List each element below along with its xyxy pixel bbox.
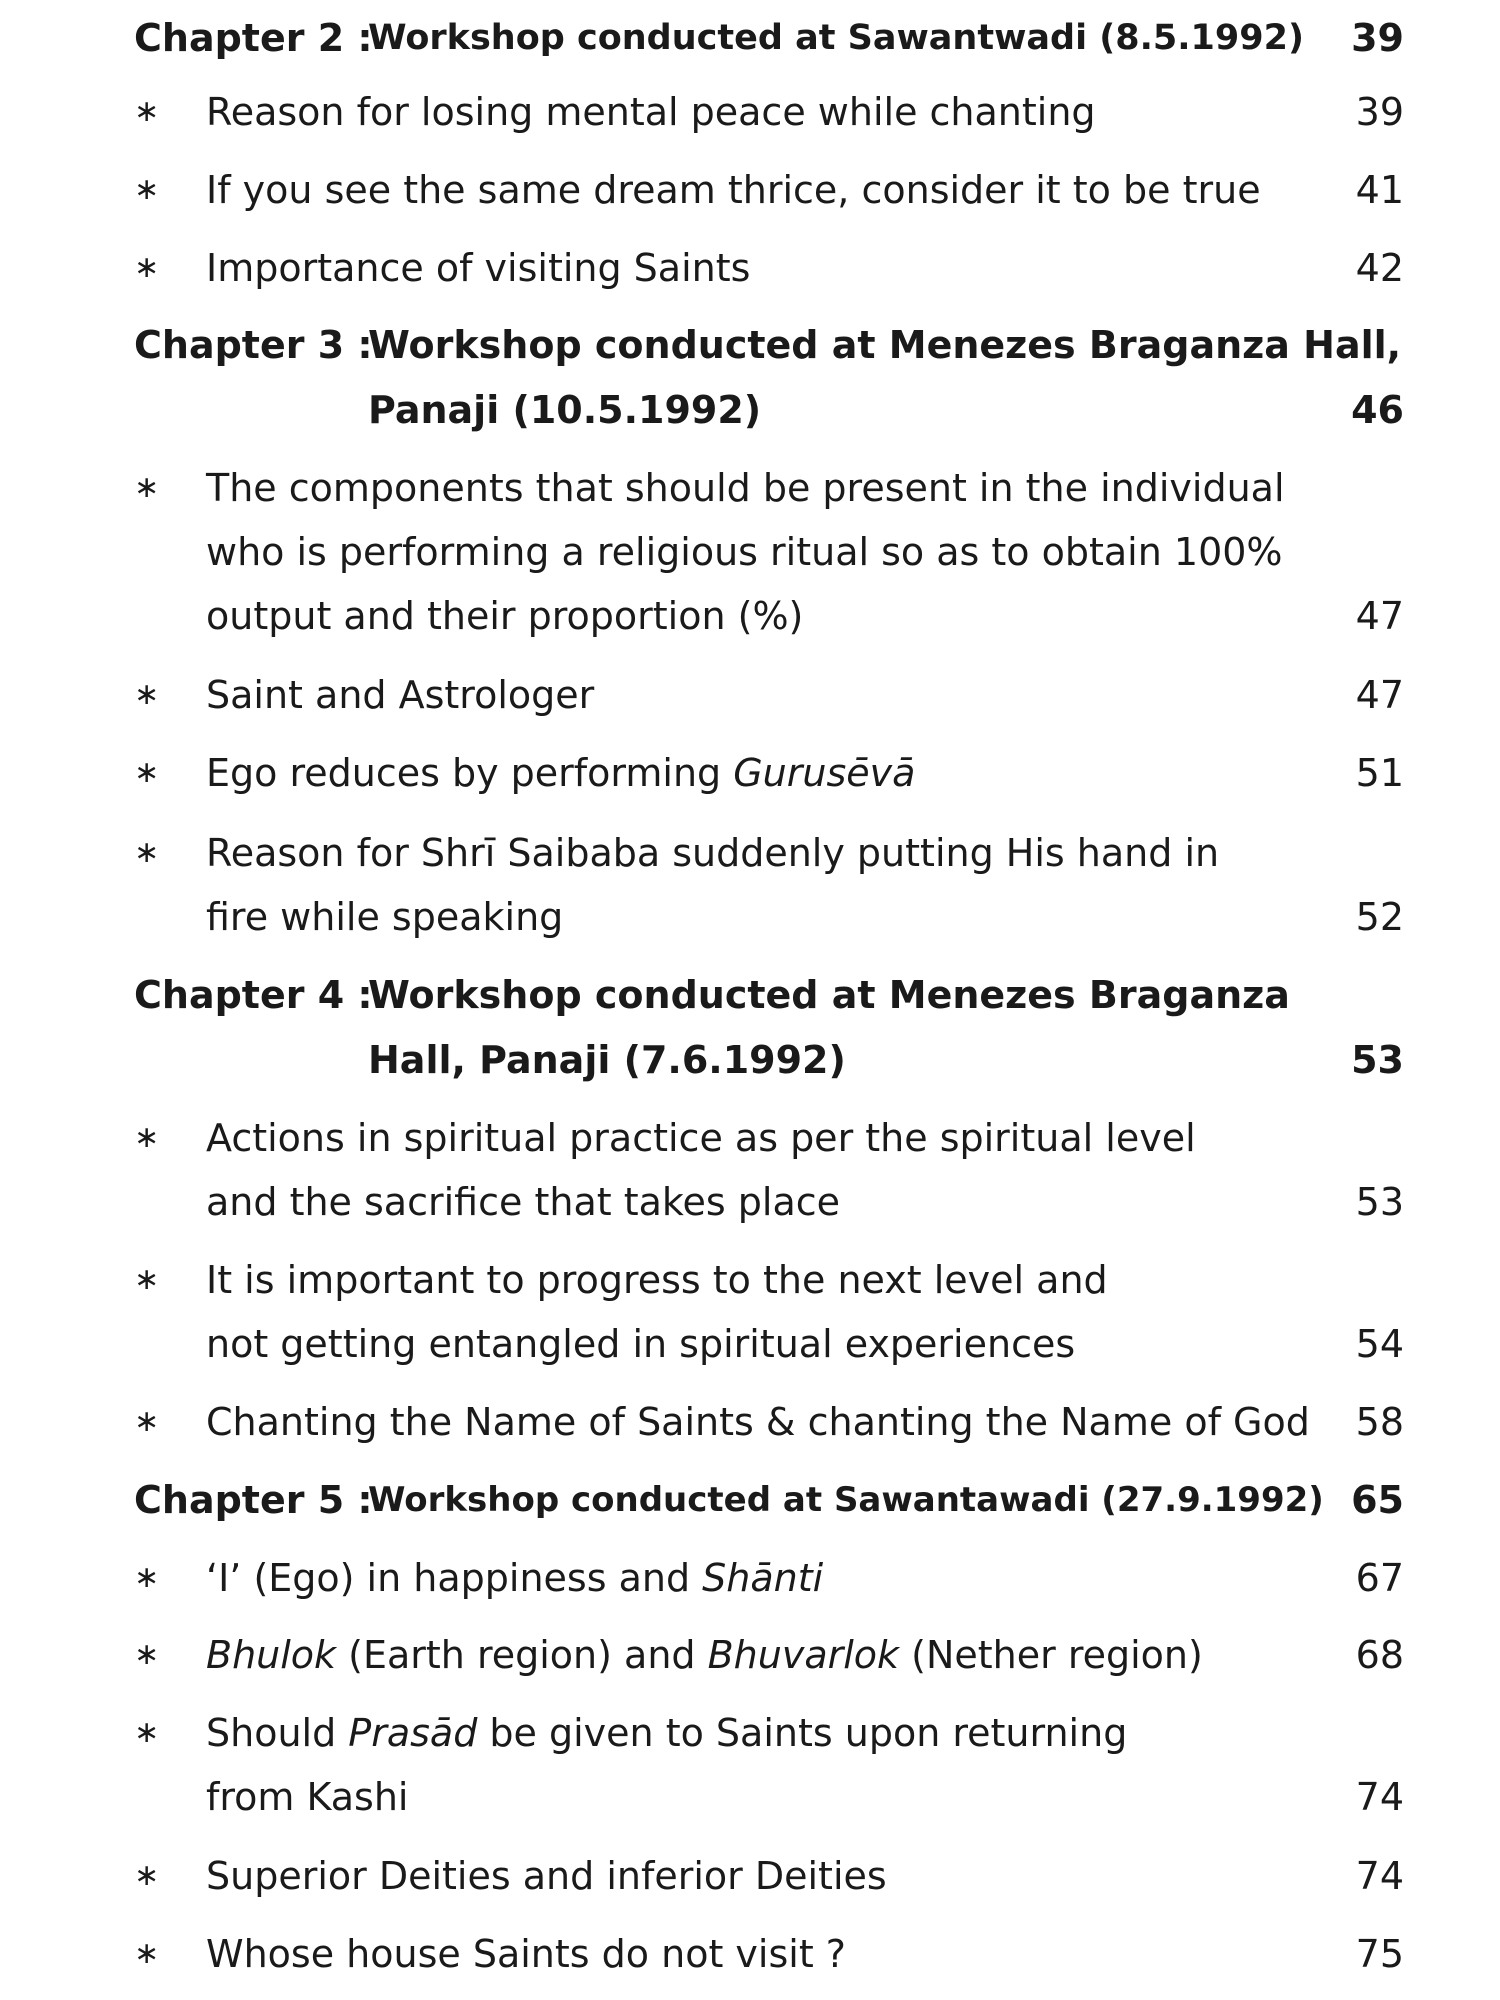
chapter-title: Panaji (10.5.1992) <box>368 388 762 432</box>
entry-text: Importance of visiting Saints <box>206 246 751 290</box>
chapter-label: Chapter 5 : <box>134 1478 373 1522</box>
page-number: 41 <box>1355 168 1404 212</box>
chapter-heading-line <box>0 963 1500 1027</box>
page-number: 58 <box>1355 1400 1404 1444</box>
toc-entry-line <box>0 1170 1500 1234</box>
toc-entry-line <box>0 1701 1500 1765</box>
entry-text: not getting entangled in spiritual experiences <box>206 1322 1076 1366</box>
bullet-icon: ∗ <box>134 677 160 712</box>
bullet-icon: ∗ <box>134 1858 160 1893</box>
page-number: 47 <box>1355 673 1404 717</box>
toc-entry-line <box>0 885 1500 949</box>
toc-entry-line <box>0 1922 1500 1986</box>
entry-text: fire while speaking <box>206 895 564 939</box>
toc-entry-line <box>0 1248 1500 1312</box>
bullet-icon: ∗ <box>134 172 160 207</box>
page-number: 53 <box>1355 1180 1404 1224</box>
bullet-icon: ∗ <box>134 1936 160 1971</box>
entry-text: Chanting the Name of Saints & chanting the Name of God <box>206 1400 1310 1444</box>
entry-text: Should Prasād be given to Saints upon returning <box>206 1711 1128 1755</box>
italic-term: Prasād <box>348 1711 478 1755</box>
entry-text: Superior Deities and inferior Deities <box>206 1854 887 1898</box>
page-number: 42 <box>1355 246 1404 290</box>
page-number: 68 <box>1355 1633 1404 1677</box>
entry-text: from Kashi <box>206 1775 409 1819</box>
toc-entry-line <box>0 80 1500 144</box>
page-number: 53 <box>1351 1038 1404 1082</box>
chapter-title: Workshop conducted at Sawantawadi (27.9.1992) <box>368 1480 1324 1520</box>
page-number: 51 <box>1355 751 1404 795</box>
page-number: 46 <box>1351 388 1404 432</box>
entry-text: who is performing a religious ritual so as to obtain 100% <box>206 530 1283 574</box>
chapter-heading-line <box>0 1468 1500 1532</box>
toc-entry-line <box>0 1546 1500 1610</box>
entry-text: output and their proportion (%) <box>206 594 804 638</box>
page-number: 65 <box>1351 1478 1404 1522</box>
bullet-icon: ∗ <box>134 755 160 790</box>
toc-entry-line <box>0 584 1500 648</box>
page-number: 47 <box>1355 594 1404 638</box>
bullet-icon: ∗ <box>134 1120 160 1155</box>
toc-entry-line <box>0 1623 1500 1687</box>
toc-entry-line <box>0 1765 1500 1829</box>
chapter-title: Hall, Panaji (7.6.1992) <box>368 1038 846 1082</box>
chapter-title: Workshop conducted at Menezes Braganza Hall, <box>368 323 1402 367</box>
toc-entry-line <box>0 1844 1500 1908</box>
chapter-heading-line <box>0 6 1500 70</box>
chapter-title: Workshop conducted at Sawantwadi (8.5.1992) <box>368 18 1304 58</box>
entry-text: Saint and Astrologer <box>206 673 595 717</box>
entry-text: and the sacrifice that takes place <box>206 1180 841 1224</box>
toc-entry-line <box>0 741 1500 805</box>
toc-entry-line <box>0 236 1500 300</box>
chapter-heading-line <box>0 313 1500 377</box>
bullet-icon: ∗ <box>134 470 160 505</box>
page-number: 39 <box>1355 90 1404 134</box>
chapter-heading-line <box>0 378 1500 442</box>
page-number: 67 <box>1355 1556 1404 1600</box>
entry-text: Bhulok (Earth region) and Bhuvarlok (Nether region) <box>206 1633 1203 1677</box>
entry-text: It is important to progress to the next level and <box>206 1258 1108 1302</box>
italic-term: Bhulok <box>206 1633 337 1677</box>
toc-entry-line <box>0 821 1500 885</box>
bullet-icon: ∗ <box>134 250 160 285</box>
chapter-title: Workshop conducted at Menezes Braganza <box>368 973 1290 1017</box>
bullet-icon: ∗ <box>134 1560 160 1595</box>
page-number: 74 <box>1355 1854 1404 1898</box>
toc-entry-line <box>0 1312 1500 1376</box>
entry-text: The components that should be present in the individual <box>206 466 1285 510</box>
entry-text: Reason for Shrī Saibaba suddenly putting His hand in <box>206 831 1220 875</box>
entry-text: Reason for losing mental peace while chanting <box>206 90 1096 134</box>
italic-term: Bhuvarlok <box>707 1633 900 1677</box>
entry-text: Whose house Saints do not visit ? <box>206 1932 846 1976</box>
toc-entry-line <box>0 1106 1500 1170</box>
bullet-icon: ∗ <box>134 1637 160 1672</box>
page-number: 74 <box>1355 1775 1404 1819</box>
entry-text: If you see the same dream thrice, consider it to be true <box>206 168 1261 212</box>
entry-text: Actions in spiritual practice as per the spiritual level <box>206 1116 1196 1160</box>
page-number: 52 <box>1355 895 1404 939</box>
chapter-label: Chapter 2 : <box>134 16 373 60</box>
italic-term: Shānti <box>702 1556 824 1600</box>
chapter-label: Chapter 3 : <box>134 323 373 367</box>
chapter-label: Chapter 4 : <box>134 973 373 1017</box>
page-number: 39 <box>1351 16 1404 60</box>
bullet-icon: ∗ <box>134 835 160 870</box>
bullet-icon: ∗ <box>134 94 160 129</box>
entry-text: Ego reduces by performing Gurusēvā <box>206 751 916 795</box>
page-number: 75 <box>1355 1932 1404 1976</box>
italic-term: Gurusēvā <box>733 751 916 795</box>
bullet-icon: ∗ <box>134 1715 160 1750</box>
chapter-heading-line <box>0 1028 1500 1092</box>
toc-entry-line <box>0 1390 1500 1454</box>
toc-entry-line <box>0 158 1500 222</box>
toc-entry-line <box>0 520 1500 584</box>
toc-entry-line <box>0 456 1500 520</box>
page-number: 54 <box>1355 1322 1404 1366</box>
bullet-icon: ∗ <box>134 1404 160 1439</box>
toc-entry-line <box>0 663 1500 727</box>
bullet-icon: ∗ <box>134 1262 160 1297</box>
entry-text: ‘I’ (Ego) in happiness and Shānti <box>206 1556 824 1600</box>
